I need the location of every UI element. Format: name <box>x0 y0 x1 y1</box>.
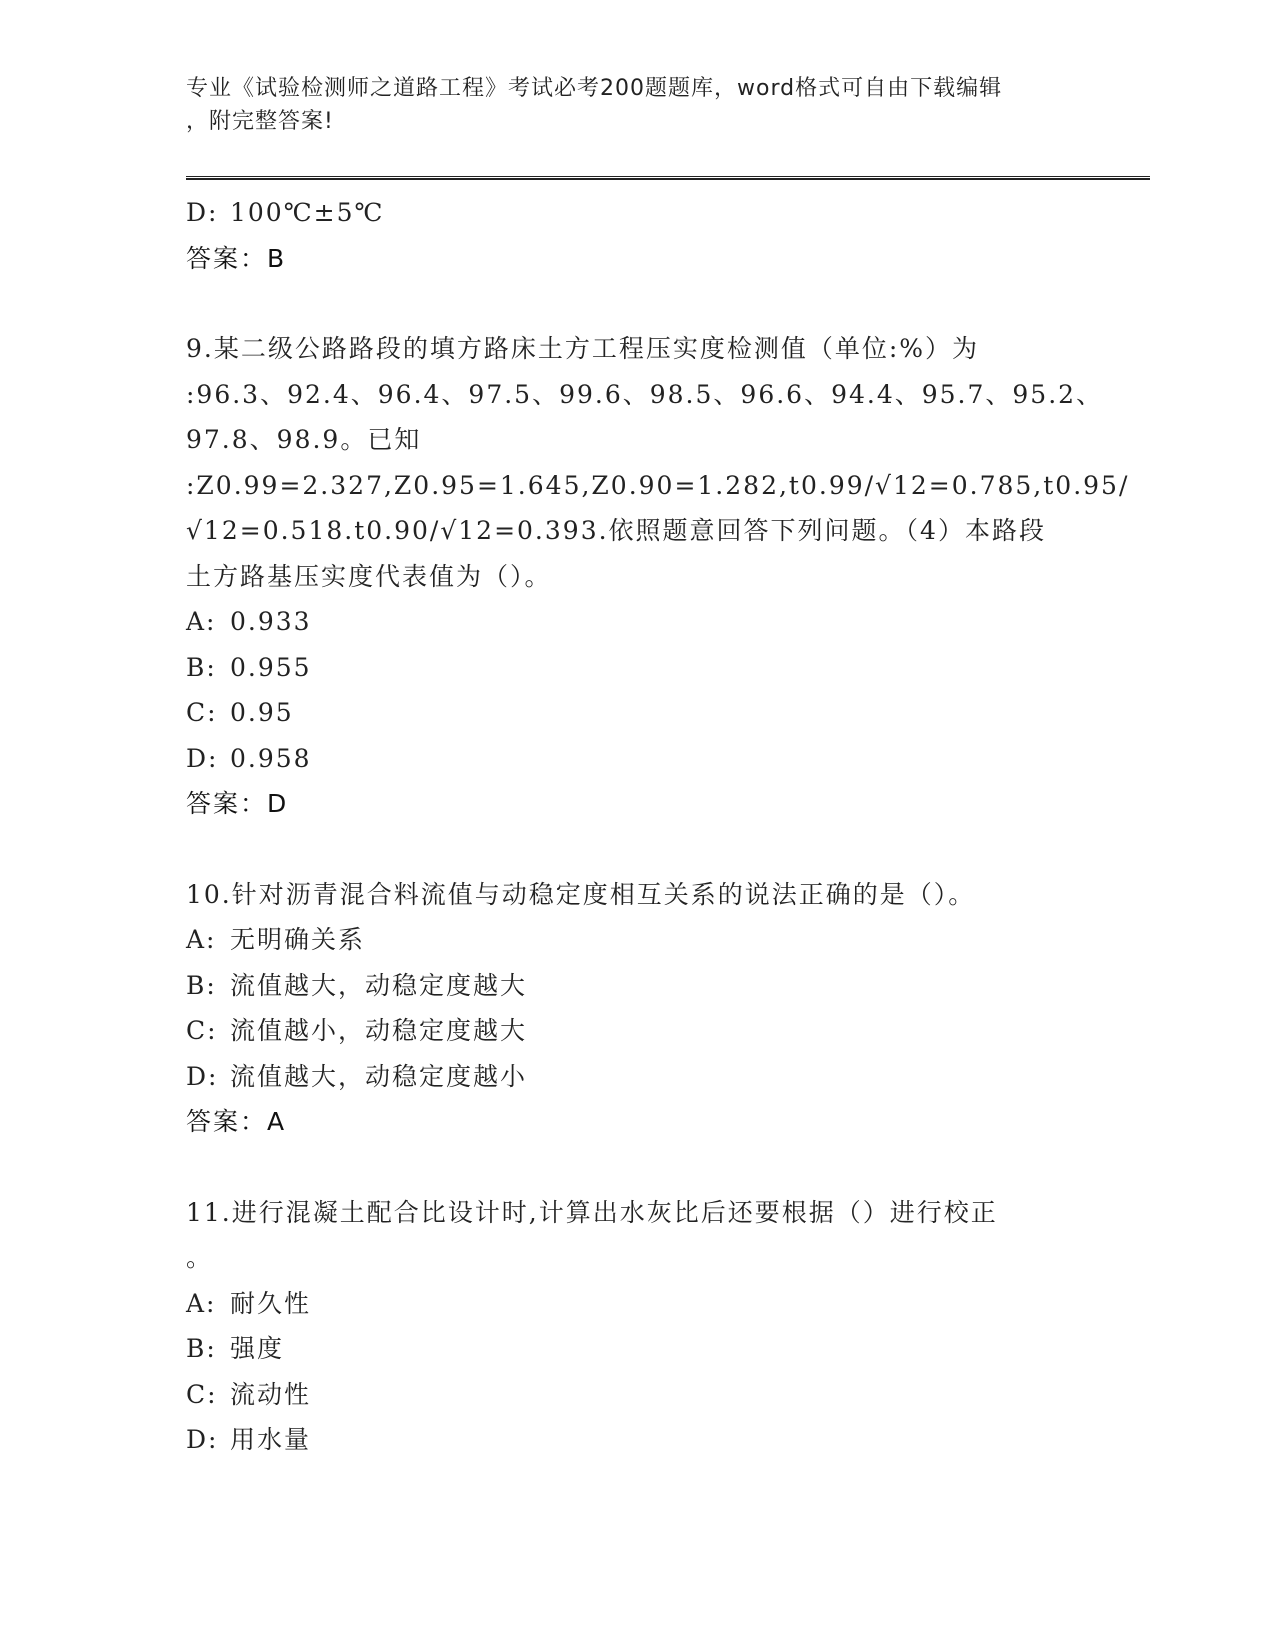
option-key: B: <box>186 1334 217 1363</box>
option-key: D: <box>186 743 219 773</box>
option-a <box>186 1281 1086 1327</box>
header-divider <box>186 176 1150 180</box>
option-key: A: <box>186 1288 217 1318</box>
option-text: 100℃±5℃ <box>230 198 385 227</box>
stem-line: 。 <box>186 1243 214 1272</box>
option-d <box>186 1417 1086 1463</box>
option-key: C: <box>186 698 218 727</box>
option-text: 耐久性 <box>230 1288 312 1318</box>
option-b <box>186 963 1086 1009</box>
question-stem <box>186 1190 1086 1281</box>
option-text: 0.958 <box>230 743 312 773</box>
option-key: D: <box>186 1061 219 1091</box>
page-header <box>186 72 1086 138</box>
answer-label: 答案：B <box>186 243 287 273</box>
option-text: 流值越小，动稳定度越大 <box>230 1016 528 1045</box>
option-a <box>186 917 1086 963</box>
option-text: 0.955 <box>230 652 312 682</box>
option-key: A: <box>186 607 217 636</box>
stem-line: 11.进行混凝土配合比设计时,计算出水灰比后还要根据（）进行校正 <box>186 1197 998 1227</box>
stem-line: :96.3、92.4、96.4、97.5、99.6、98.5、96.6、94.4、95.7、95.2、 <box>186 379 1104 409</box>
option-b <box>186 645 1086 691</box>
option-b <box>186 1326 1086 1372</box>
option-text: 0.95 <box>230 698 294 727</box>
option-key: B: <box>186 970 217 1000</box>
option-text: 无明确关系 <box>230 925 366 954</box>
document-body <box>186 190 1130 1463</box>
question-11 <box>186 1190 1086 1463</box>
answer-label: 答案：D <box>186 789 289 818</box>
option-a <box>186 599 1086 645</box>
option-key: C: <box>186 1379 218 1409</box>
header-title-line-2: ，附完整答案! <box>186 109 334 134</box>
option-text: 流动性 <box>230 1379 312 1409</box>
stem-line: 97.8、98.9。已知 <box>186 425 422 454</box>
stem-line: 土方路基压实度代表值为（）。 <box>186 561 552 591</box>
option-d <box>186 736 1086 782</box>
option-text: 流值越大，动稳定度越小 <box>230 1061 528 1091</box>
option-text: 0.933 <box>230 607 312 636</box>
question-9 <box>186 326 1130 827</box>
stem-line: 10.针对沥青混合料流值与动稳定度相互关系的说法正确的是（）。 <box>186 879 976 909</box>
option-c <box>186 1372 1086 1418</box>
question-10 <box>186 872 1086 1145</box>
option-key: C: <box>186 1016 218 1045</box>
stem-line: :Z0.99=2.327,Z0.95=1.645,Z0.90=1.282,t0.99/√12=0.785,t0.95/ <box>186 470 1130 500</box>
question-stem <box>186 872 1086 918</box>
option-key: B: <box>186 652 217 682</box>
option-key: A: <box>186 925 217 954</box>
header-title-line-1: 专业《试验检测师之道路工程》考试必考200题题库，word格式可自由下载编辑 <box>186 76 1003 101</box>
option-c <box>186 690 1086 736</box>
option-d <box>186 1054 1086 1100</box>
option-key: D: <box>186 198 219 227</box>
stem-line: 9.某二级公路路段的填方路床土方工程压实度检测值（单位:%）为 <box>186 334 980 363</box>
option-text: 强度 <box>230 1334 285 1363</box>
option-c <box>186 1008 1086 1054</box>
option-text: 流值越大，动稳定度越大 <box>230 970 528 1000</box>
option-key: D: <box>186 1425 219 1454</box>
question-stem <box>186 326 1130 599</box>
option-text: 用水量 <box>230 1425 312 1454</box>
answer-label: 答案：A <box>186 1107 287 1136</box>
stem-line: √12=0.518.t0.90/√12=0.393.依照题意回答下列问题。（4）本路段 <box>186 516 1046 545</box>
option-d <box>186 190 1086 236</box>
